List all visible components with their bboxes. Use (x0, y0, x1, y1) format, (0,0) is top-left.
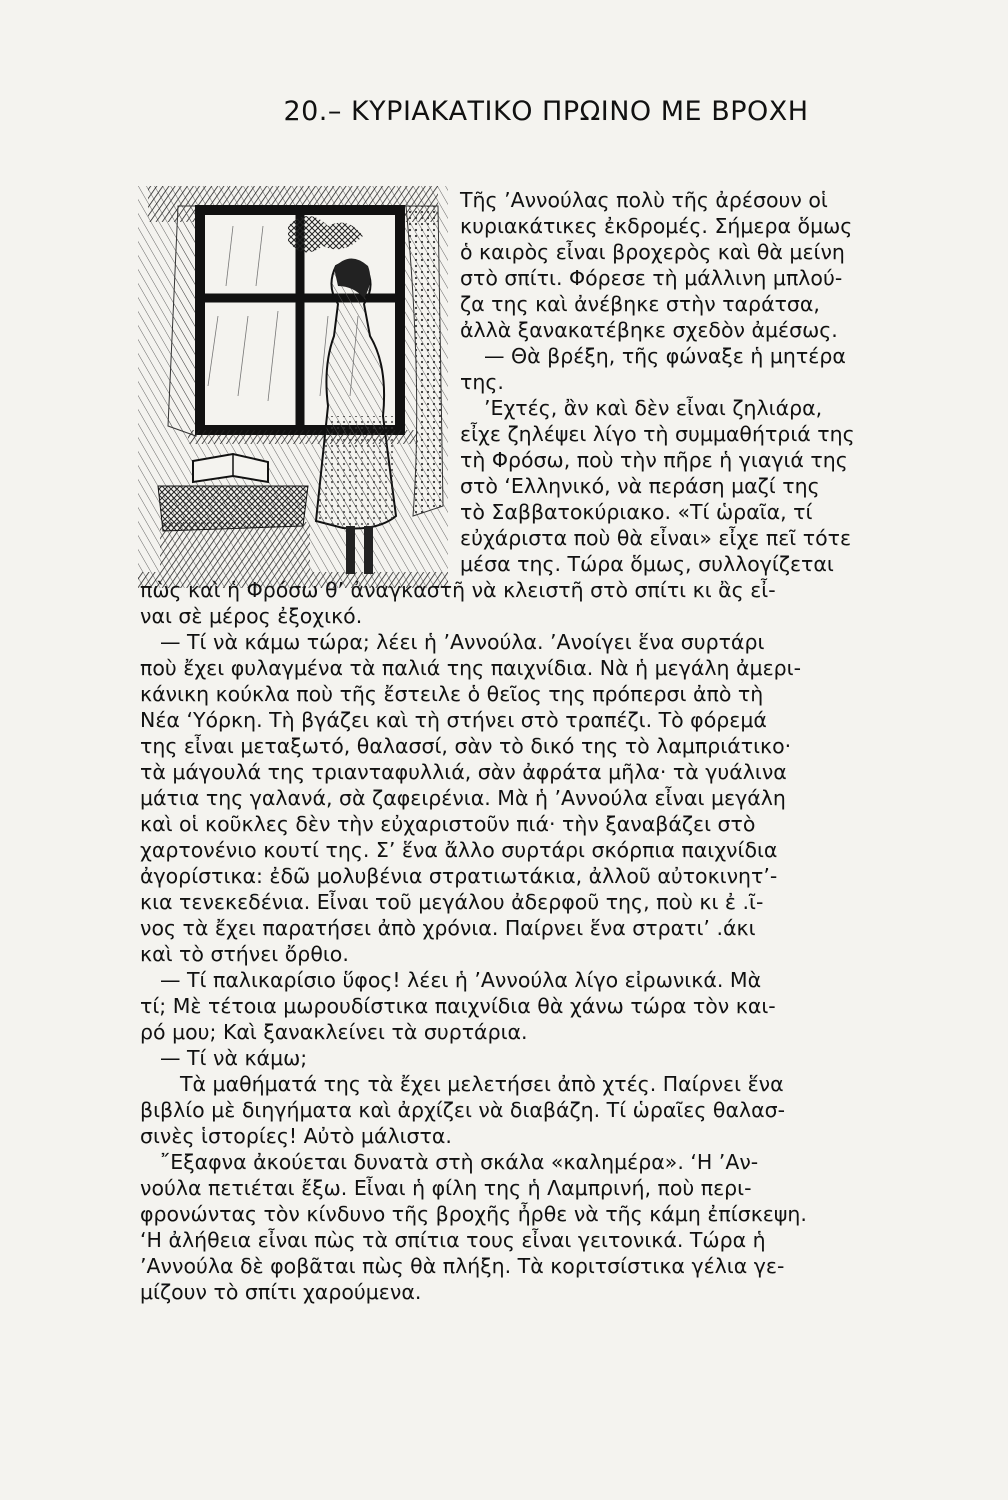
text-line: εἶχε ζηλέψει λίγο τὴ συμμαθήτριά της (460, 422, 855, 446)
text-line: νούλα πετιέται ἔξω. Εἶναι ἡ φίλη της ἡ Λαμπρινή, ποὺ περι- (140, 1176, 752, 1200)
text-line: — Τί νὰ κάμω τώρα; λέει ἡ ’Αννούλα. ’Ανοίγει ἕνα συρτάρι (160, 630, 765, 654)
text-line: ρό μου; Καὶ ξανακλείνει τὰ συρτάρια. (140, 1020, 528, 1044)
text-line: ὁ καιρὸς εἶναι βροχερὸς καὶ θὰ μείνη (460, 240, 845, 264)
text-line: μίζουν τὸ σπίτι χαρούμενα. (140, 1280, 422, 1304)
text-line: χαρτονένιο κουτί της. Σ’ ἕνα ἄλλο συρτάρι σκόρπια παιχνίδια (140, 838, 778, 862)
text-line: βιβλίο μὲ διηγήματα καὶ ἀρχίζει νὰ διαβάζη. Τί ὡραῖες θαλασ- (140, 1098, 785, 1122)
text-line: της. (460, 370, 504, 394)
text-line: στὸ σπίτι. Φόρεσε τὴ μάλλινη μπλού- (460, 266, 843, 290)
text-line: φρονώντας τὸν κίνδυνο τῆς βροχῆς ἦρθε νὰ τῆς κάμη ἐπίσκεψη. (140, 1202, 807, 1226)
text-line: ’Αννούλα δὲ φοβᾶται πὼς θὰ πλήξη. Τὰ κοριτσίστικα γέλια γε- (140, 1254, 785, 1278)
text-line: — Τί νὰ κάμω; (160, 1046, 308, 1070)
page-title: 20.– ΚΥΡΙΑΚΑΤΙΚΟ ΠΡΩΙΝΟ ΜΕ ΒΡΟΧΗ (283, 96, 809, 127)
text-line: στὸ ‘Ελληνικό, νὰ περάση μαζί της (460, 474, 820, 498)
text-line: καὶ οἱ κοῦκλες δὲν τὴν εὐχαριστοῦν πιά· τὴν ξαναβάζει στὸ (140, 812, 756, 836)
text-line: εὐχάριστα ποὺ θὰ εἶναι» εἶχε πεῖ τότε (460, 526, 852, 550)
text-line: ζα της καὶ ἀνέβηκε στὴν ταράτσα, (460, 292, 820, 316)
text-line: — Θὰ βρέξη, τῆς φώναξε ἡ μητέρα (484, 344, 846, 368)
text-line: καὶ τὸ στήνει ὄρθιο. (140, 942, 349, 966)
text-line: ναι σὲ μέρος ἐξοχικό. (140, 604, 363, 628)
text-line: μάτια της γαλανά, σὰ ζαφειρένια. Μὰ ἡ ’Αννούλα εἶναι μεγάλη (140, 786, 786, 810)
text-line: Τῆς ’Αννούλας πολὺ τῆς ἀρέσουν οἱ (460, 188, 828, 212)
text-line: ῎Εξαφνα ἀκούεται δυνατὰ στὴ σκάλα «καλημέρα». ‘Η ’Αν- (160, 1150, 759, 1174)
text-line: Τὰ μαθήματά της τὰ ἔχει μελετήσει ἀπὸ χτές. Παίρνει ἕνα (180, 1072, 784, 1096)
text-line: μέσα της. Τώρα ὅμως, συλλογίζεται (460, 552, 834, 576)
text-line: τὸ Σαββατοκύριακο. «Τί ὡραῖα, τί (460, 500, 813, 524)
text-line: τὰ μάγουλά της τριανταφυλλιά, σὰν ἀφράτα μῆλα· τὰ γυάλινα (140, 760, 787, 784)
text-line: νος τὰ ἔχει παρατήσει ἀπὸ χρόνια. Παίρνει ἕνα στρατι’ .άκι (140, 916, 756, 940)
text-line: κάνικη κούκλα ποὺ τῆς ἔστειλε ὁ θεῖος της πρόπερσι ἀπὸ τὴ (140, 682, 764, 706)
text-line: ’Εχτές, ἂν καὶ δὲν εἶναι ζηλιάρα, (484, 396, 823, 420)
text-line: ἀλλὰ ξανακατέβηκε σχεδὸν ἀμέσως. (460, 318, 838, 342)
text-line: ποὺ ἔχει φυλαγμένα τὰ παλιά της παιχνίδια. Νὰ ἡ μεγάλη ἀμερι- (140, 656, 802, 680)
text-line: τί; Μὲ τέτοια μωρουδίστικα παιχνίδια θὰ χάνω τώρα τὸν και- (140, 994, 776, 1018)
text-line: ‘Η ἀλήθεια εἶναι πὼς τὰ σπίτια τους εἶναι γειτονικά. Τώρα ἡ (140, 1228, 766, 1252)
text-line: τὴ Φρόσω, ποὺ τὴν πῆρε ἡ γιαγιά της (460, 448, 848, 472)
text-line: Νέα ‘Υόρκη. Τὴ βγάζει καὶ τὴ στήνει στὸ τραπέζι. Τὸ φόρεμά (140, 708, 767, 732)
text-line: πὼς καὶ ἡ Φρόσω θ’ ἀναγκαστῆ νὰ κλειστῆ στὸ σπίτι κι ἂς εἶ- (140, 578, 776, 602)
text-line: σινὲς ἱστορίες! Αὐτὸ μάλιστα. (140, 1124, 452, 1148)
text-line: της εἶναι μεταξωτό, θαλασσί, σὰν τὸ δικό της τὸ λαμπριάτικο· (140, 734, 792, 758)
text-line: — Τί παλικαρίσιο ὕφος! λέει ἡ ’Αννούλα λίγο εἰρωνικά. Μὰ (160, 968, 762, 992)
text-line: κια τενεκεδένια. Εἶναι τοῦ μεγάλου ἀδερφοῦ της, ποὺ κι ἐ .ῖ- (140, 890, 764, 914)
text-line: κυριακάτικες ἐκδρομές. Σήμερα ὅμως (460, 214, 853, 238)
text-line: ἀγορίστικα: ἐδῶ μολυβένια στρατιωτάκια, ἀλλοῦ αὐτοκινητ’- (140, 864, 778, 888)
illustration-girl-at-window (138, 186, 448, 588)
